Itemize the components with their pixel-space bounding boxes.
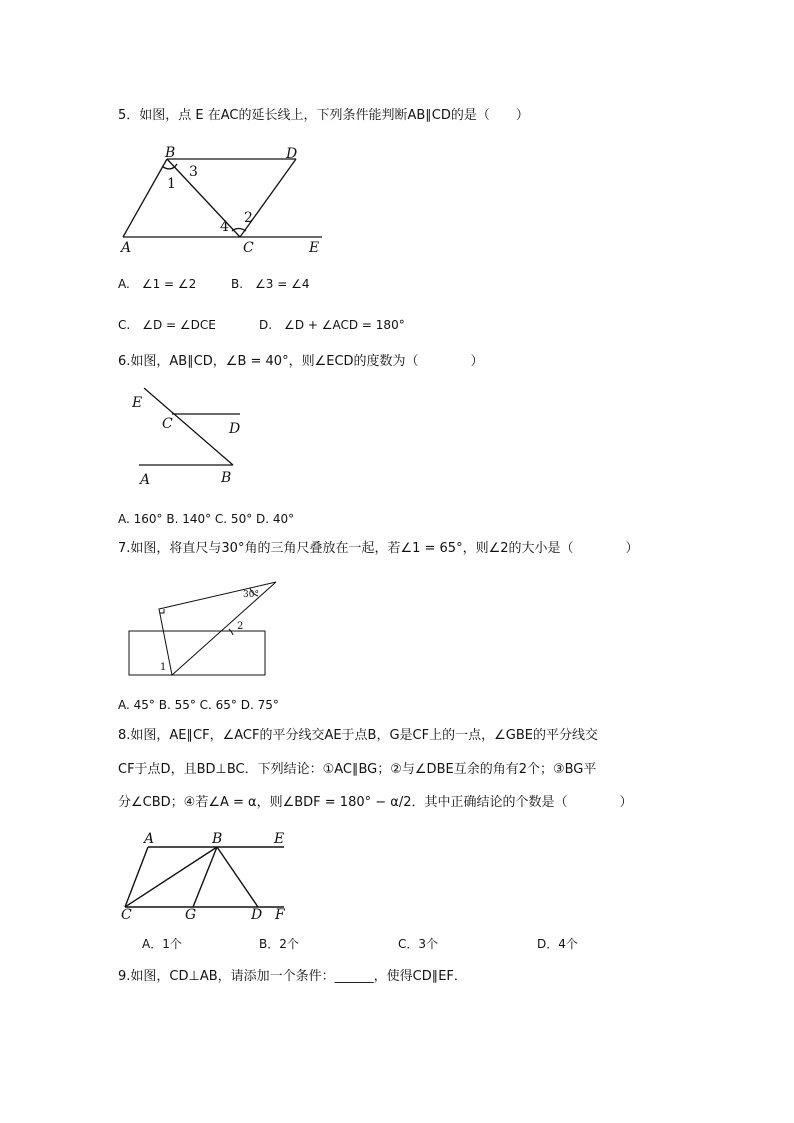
label-E: E (309, 240, 320, 256)
label-B: B (221, 470, 232, 486)
label-A: A (140, 472, 151, 488)
question-8-stem-line-2: CF于点D，且BD⊥BC．下列结论：①AC∥BG；②与∠DBE互余的角有2个；③BG平 (118, 762, 597, 777)
question-7-stem: 7.如图，将直尺与30°角的三角尺叠放在一起，若∠1 = 65°，则∠2的大小是（ ） (118, 541, 639, 556)
label-D: D (229, 421, 241, 437)
question-6-stem: 6.如图，AB∥CD，∠B = 40°，则∠ECD的度数为（ ） (118, 354, 484, 369)
q8-option-b[interactable]: B．2个 (259, 937, 299, 951)
label-4: 4 (220, 219, 229, 235)
question-8-stem-line-1: 8.如图，AE∥CF，∠ACF的平分线交AE于点B，G是CF上的一点，∠GBE的平分线交 (118, 728, 598, 743)
q5-option-a[interactable]: A. ∠1 = ∠2 (118, 277, 197, 291)
label-C: C (162, 416, 173, 432)
label-2: 2 (244, 210, 253, 226)
label-D: D (286, 146, 298, 162)
label-3: 3 (189, 164, 198, 180)
q5-option-c[interactable]: C. ∠D = ∠DCE (118, 318, 216, 332)
label-C: C (243, 240, 254, 256)
q5-option-d[interactable]: D. ∠D + ∠ACD = 180° (259, 318, 405, 332)
label-C: C (121, 907, 132, 923)
label-A: A (144, 831, 155, 847)
label-F: F (275, 907, 285, 923)
label-D: D (251, 907, 263, 923)
q5-option-b[interactable]: B. ∠3 = ∠4 (231, 277, 310, 291)
q8-option-c[interactable]: C．3个 (398, 937, 439, 951)
label-E: E (274, 831, 285, 847)
q8-option-d[interactable]: D．4个 (537, 937, 578, 951)
question-9-stem: 9.如图，CD⊥AB，请添加一个条件：______，使得CD∥EF． (118, 969, 467, 984)
label-B: B (212, 831, 223, 847)
label-G: G (185, 907, 197, 923)
q8-option-a[interactable]: A．1个 (142, 937, 182, 951)
label-1: 1 (160, 662, 167, 673)
label-30deg: 30° (243, 590, 259, 600)
q7-options: A. 45° B. 55° C. 65° D. 75° (118, 698, 279, 712)
question-8-stem-line-3: 分∠CBD；④若∠A = α，则∠BDF = 180° − α/2．其中正确结论的个数是（ ） (118, 795, 633, 810)
q6-options: A. 160° B. 140° C. 50° D. 40° (118, 512, 295, 526)
label-B: B (165, 145, 176, 161)
label-2: 2 (237, 621, 244, 632)
label-E: E (132, 395, 143, 411)
label-1: 1 (167, 176, 176, 192)
label-A: A (121, 240, 132, 256)
question-5-stem: 5．如图，点 E 在AC的延长线上，下列条件能判断AB∥CD的是（ ） (118, 108, 529, 123)
